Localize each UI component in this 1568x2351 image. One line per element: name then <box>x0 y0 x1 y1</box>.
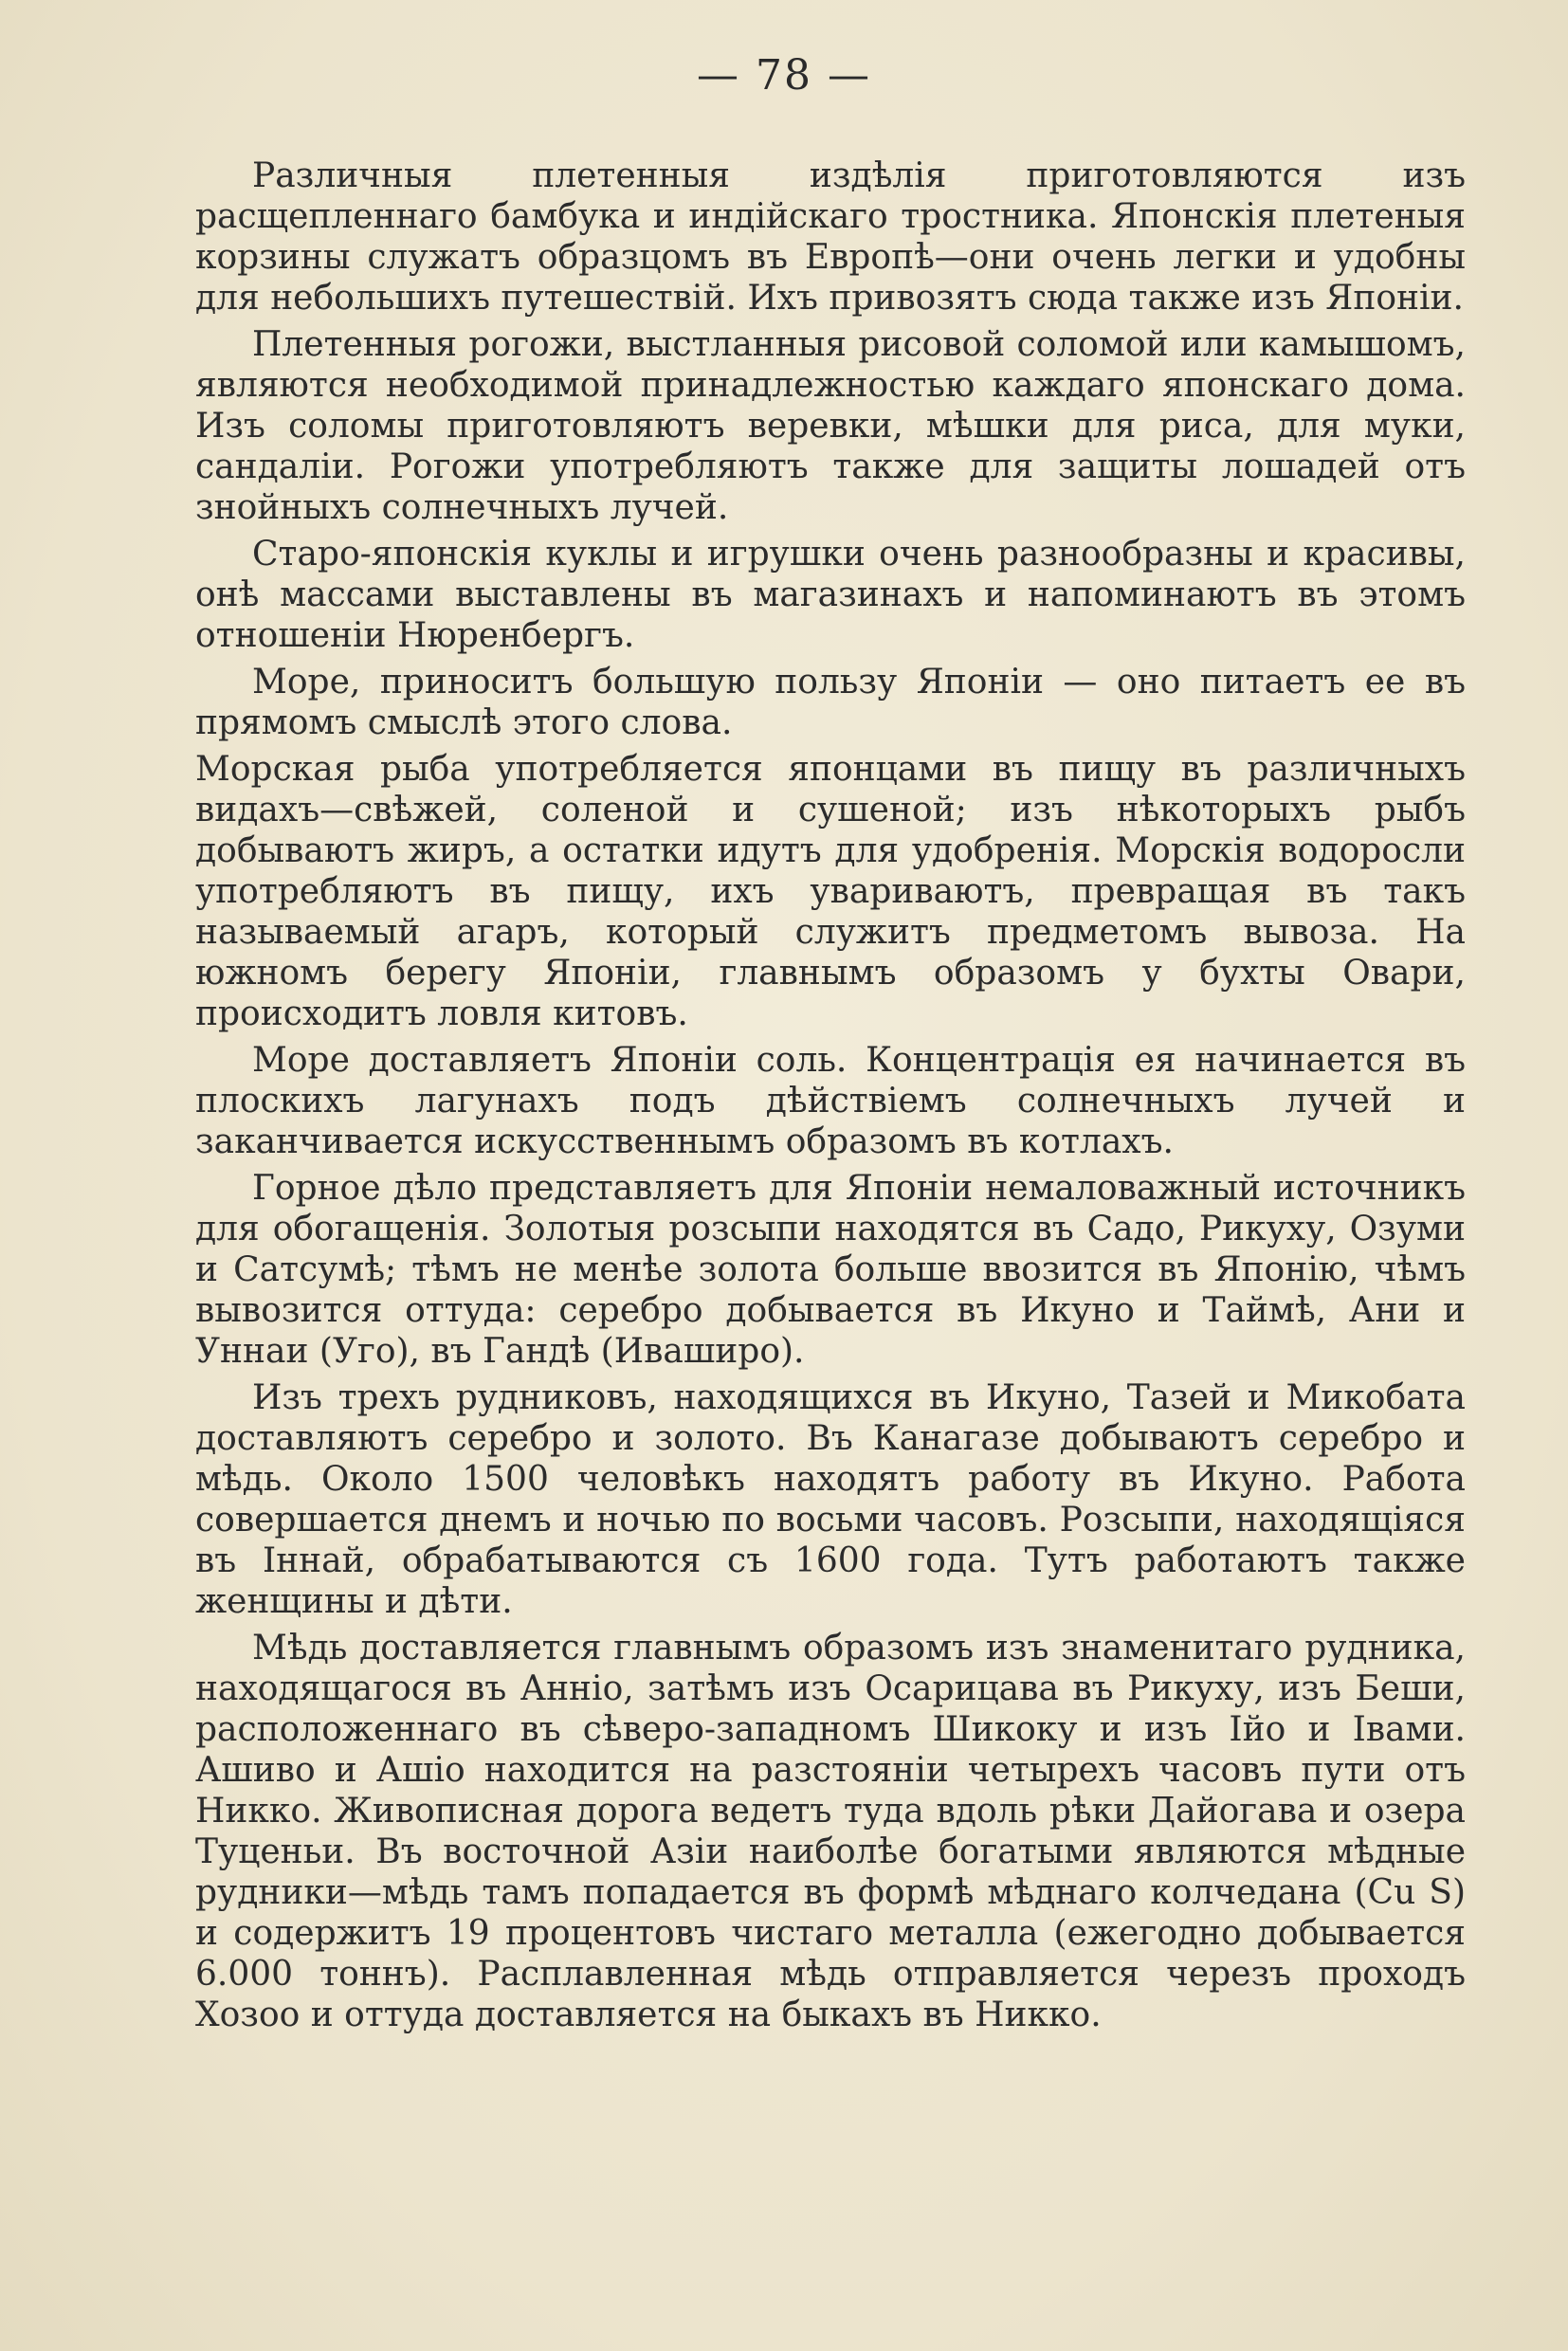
paragraph-copper: Мѣдь доставляется главнымъ образомъ изъ знаменитаго рудника, находящагося въ Анніо, затѣмъ изъ Осарицава въ Рикуху, изъ Беши, расположеннаго въ сѣверо-западномъ Шикоку и изъ Ійо и Івами. Ашиво и Ашіо находится на разстояніи четырехъ часовъ пути отъ Никко. Живописная дорога ведетъ туда вдоль рѣки Дайогава и озера Туценьи. Въ восточной Азіи наиболѣе богатыми являются мѣдные рудники—мѣдь тамъ попадается въ формѣ мѣднаго колчедана (Cu S) и содержитъ 19 процентовъ чистаго металла (ежегодно добывается 6.000 тоннъ). Расплавленная мѣдь отправляется черезъ проходъ Хозоо и оттуда доставляется на быкахъ въ Никко. <box>195 1629 1466 2034</box>
paragraph-salt: Море доставляетъ Японіи соль. Концентрація ея начинается въ плоскихъ лагунахъ подъ дѣйствіемъ солнечныхъ лучей и заканчивается искусственнымъ образомъ въ котлахъ. <box>195 1041 1466 1161</box>
body-text <box>195 155 1466 2041</box>
paragraph-wicker-goods: Различныя плетенныя издѣлія приготовляются изъ расщепленнаго бамбука и индійскаго тростника. Японскія плетеныя корзины служатъ образцомъ въ Европѣ—они очень легки и удобны для небольшихъ путешествій. Ихъ привозятъ сюда также изъ Японіи. <box>195 156 1466 318</box>
paragraph-mines-ikuno: Изъ трехъ рудниковъ, находящихся въ Икуно, Тазей и Микобата доставляютъ серебро и золото. Въ Канагазе добываютъ серебро и мѣдь. Около 1500 человѣкъ находятъ работу въ Икуно. Работа совершается днемъ и ночью по восьми часовъ. Розсыпи, находящіяся въ Іннай, обрабатываются съ 1600 года. Тутъ работаютъ также женщины и дѣти. <box>195 1378 1466 1621</box>
paragraph-mining: Горное дѣло представляетъ для Японіи немаловажный источникъ для обогащенія. Золотыя розсыпи находятся въ Садо, Рикуху, Озуми и Сатсумѣ; тѣмъ не менѣе золота больше ввозится въ Японію, чѣмъ вывозится оттуда: серебро добывается въ Икуно и Таймѣ, Ани и Уннаи (Уго), въ Гандѣ (Иваширо). <box>195 1169 1466 1371</box>
page-number: — 78 — <box>697 51 871 100</box>
paragraph-straw-mats: Плетенныя рогожи, выстланныя рисовой соломой или камышомъ, являются необходимой принадлежностью каждаго японскаго дома. Изъ соломы приготовляютъ веревки, мѣшки для риса, для муки, сандаліи. Рогожи употребляютъ также для защиты лошадей отъ знойныхъ солнечныхъ лучей. <box>195 325 1466 527</box>
paragraph-sea-benefit: Море, приноситъ большую пользу Японіи — оно питаетъ ее въ прямомъ смыслѣ этого слова. <box>195 663 1466 742</box>
paragraph-sea-fish: Морская рыба употребляется японцами въ пищу въ различныхъ видахъ—свѣжей, соленой и сушеной; изъ нѣкоторыхъ рыбъ добываютъ жиръ, а остатки идутъ для удобренія. Морскія водоросли употребляютъ въ пищу, ихъ увариваютъ, превращая въ такъ называемый агаръ, который служитъ предметомъ вывоза. На южномъ берегу Японіи, главнымъ образомъ у бухты Овари, происходитъ ловля китовъ. <box>195 750 1466 1033</box>
paragraph-dolls-toys: Старо-японскія куклы и игрушки очень разнообразны и красивы, онѣ массами выставлены въ магазинахъ и напоминаютъ въ этомъ отношеніи Нюренбергъ. <box>195 535 1466 655</box>
